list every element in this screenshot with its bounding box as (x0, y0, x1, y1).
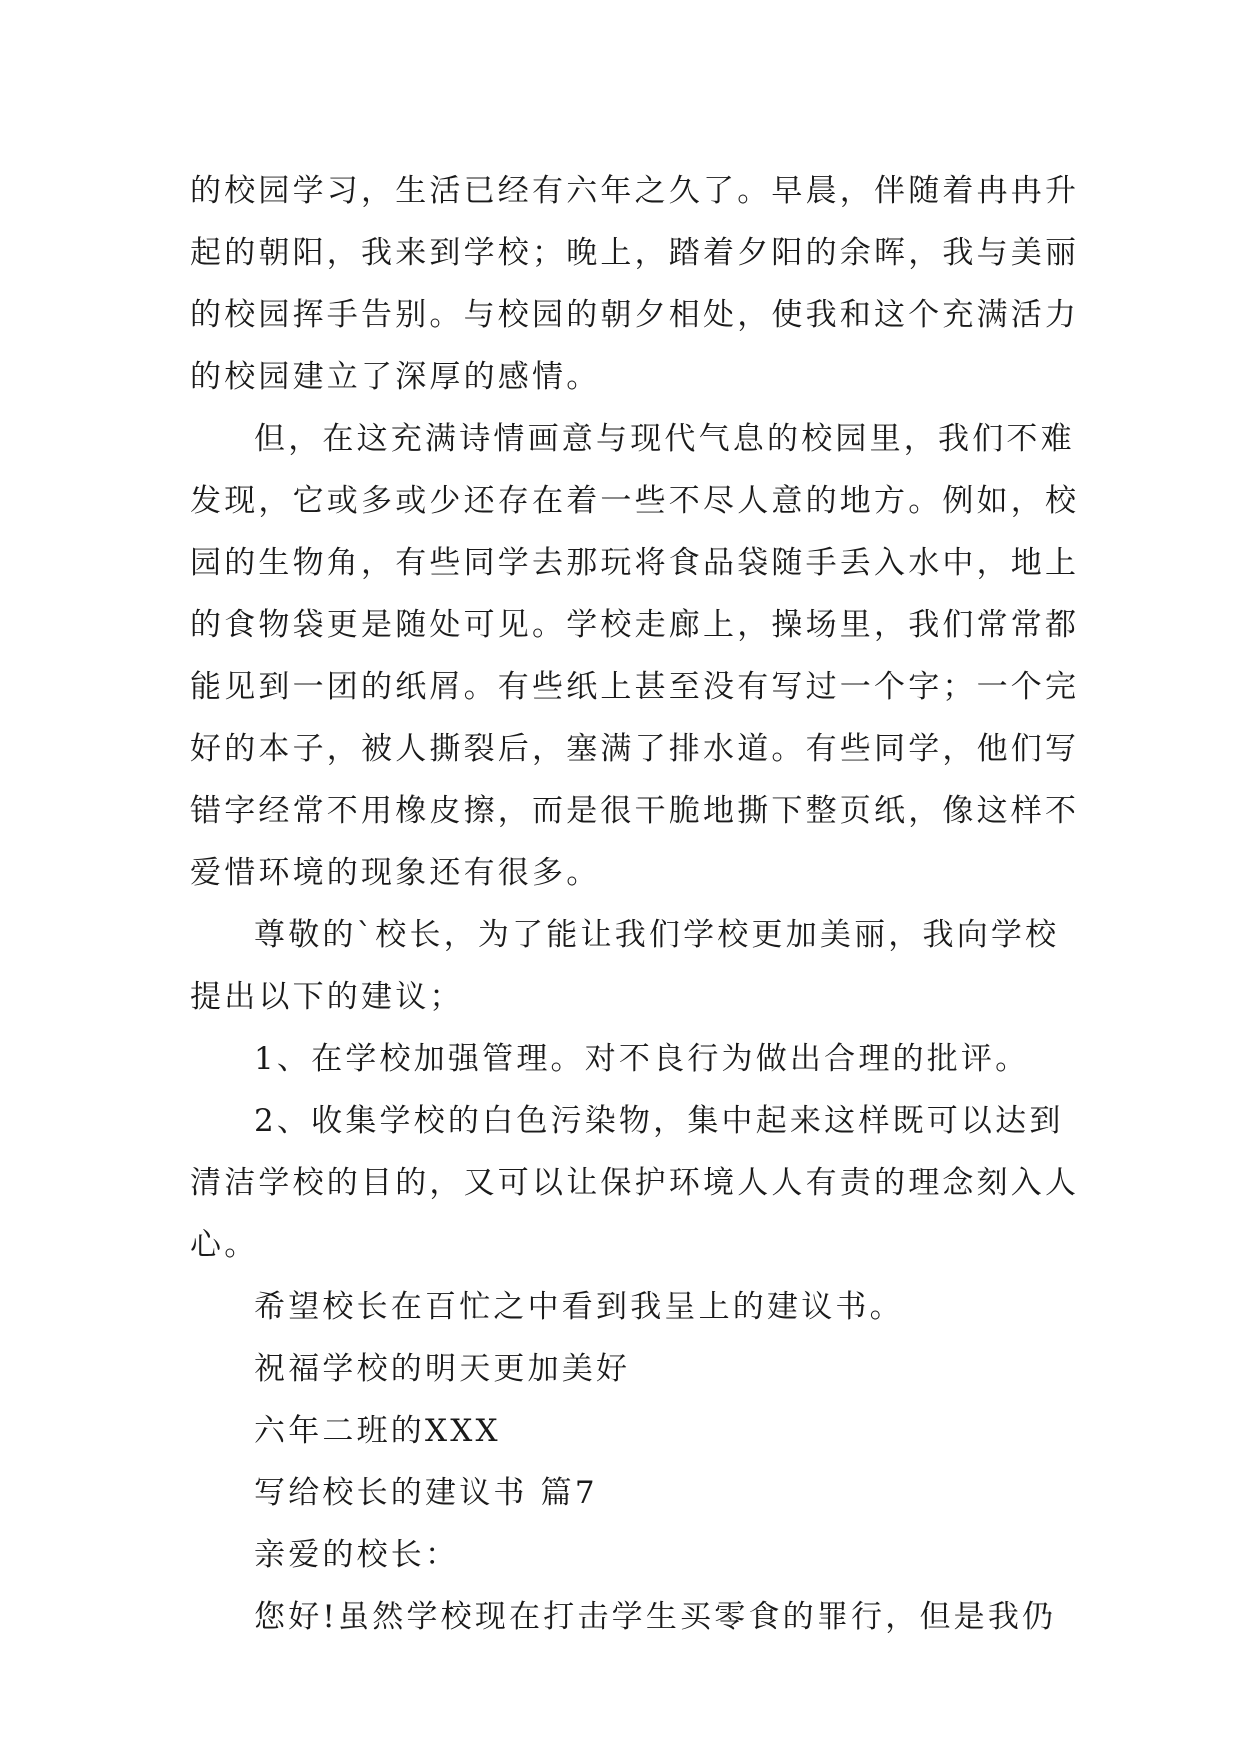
text-line: 提出以下的建议； (190, 979, 464, 1015)
text-line: 的校园建立了深厚的感情。 (190, 359, 601, 395)
text-line: 的食物袋更是随处可见。学校走廊上，操场里，我们常常都 (190, 607, 1080, 643)
text-line: 但，在这充满诗情画意与现代气息的校园里，我们不难 (254, 421, 1075, 457)
text-line: 心。 (190, 1227, 259, 1263)
text-line: 的校园学习，生活已经有六年之久了。早晨，伴随着冉冉升 (190, 173, 1080, 209)
text-line: 的校园挥手告别。与校园的朝夕相处，使我和这个充满活力 (190, 297, 1080, 333)
text-line: 好的本子，被人撕裂后，塞满了排水道。有些同学，他们写 (190, 731, 1080, 767)
text-line: 爱惜环境的现象还有很多。 (190, 855, 601, 891)
list-item-1: 1、在学校加强管理。对不良行为做出合理的批评。 (254, 1041, 1030, 1077)
text-line: 能见到一团的纸屑。有些纸上甚至没有写过一个字；一个完 (190, 669, 1080, 705)
text-line: 尊敬的`校长，为了能让我们学校更加美丽，我向学校 (254, 917, 1060, 953)
list-item-2: 2、收集学校的白色污染物，集中起来这样既可以达到 (254, 1103, 1064, 1139)
section-title: 写给校长的建议书 篇7 (254, 1475, 598, 1511)
document-body (190, 160, 1080, 1648)
closing-line: 希望校长在百忙之中看到我呈上的建议书。 (254, 1289, 904, 1325)
text-line: 您好!虽然学校现在打击学生买零食的罪行，但是我仍 (254, 1599, 1057, 1635)
text-line: 错字经常不用橡皮擦，而是很干脆地撕下整页纸，像这样不 (190, 793, 1080, 829)
text-line: 清洁学校的目的，又可以让保护环境人人有责的理念刻入人 (190, 1165, 1080, 1201)
closing-blessing: 祝福学校的明天更加美好 (254, 1351, 631, 1387)
text-line: 发现，它或多或少还存在着一些不尽人意的地方。例如，校 (190, 483, 1080, 519)
text-line: 园的生物角，有些同学去那玩将食品袋随手丢入水中，地上 (190, 545, 1080, 581)
salutation: 亲爱的校长： (254, 1537, 460, 1573)
signature-line: 六年二班的XXX (254, 1413, 501, 1449)
text-line: 起的朝阳，我来到学校；晚上，踏着夕阳的余晖，我与美丽 (190, 235, 1080, 271)
